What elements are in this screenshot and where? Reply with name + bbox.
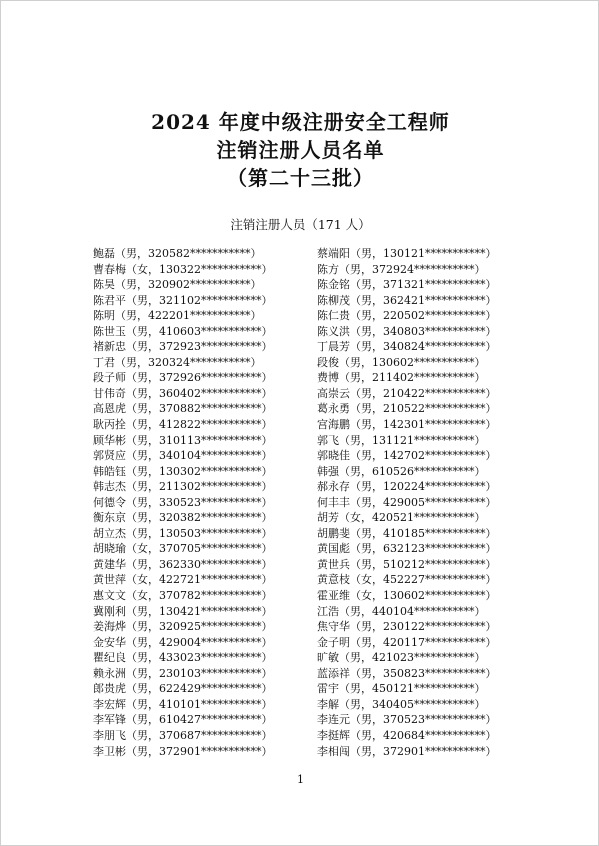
list-item: 陈昊（男，320902***********）: [93, 278, 262, 292]
section-subtitle: 注销注册人员（171 人）: [230, 217, 371, 232]
list-item: 陈君平（男，321102***********）: [93, 293, 273, 307]
list-item: 李朋飞（男，370687***********）: [93, 728, 273, 742]
document-title-line1: 2024 年度中级注册安全工程师: [151, 110, 450, 134]
list-item: 江浩（男，440104***********）: [317, 604, 486, 618]
list-item: 胡晓瑜（女，370705***********）: [93, 542, 273, 556]
list-item: 鲍磊（男，320582***********）: [93, 247, 262, 260]
list-item: 韩志杰（男，211302***********）: [93, 480, 273, 494]
document-title-line3: （第二十三批）: [227, 166, 374, 190]
list-item: 赖永洲（男，230103***********）: [93, 666, 273, 680]
list-item: 冀刚利（男，130421***********）: [93, 604, 273, 618]
list-item: 费博（男，211402***********）: [317, 371, 486, 385]
list-item: 李连元（男，370523***********）: [317, 713, 497, 727]
list-item: 李相闯（男，372901***********）: [317, 744, 497, 758]
name-list-right: [317, 246, 567, 759]
list-item: 韩皓钰（男，130302***********）: [93, 464, 273, 478]
list-item: 葛永勇（男，210522***********）: [317, 402, 497, 416]
list-item: 李军锋（男，610427***********）: [93, 713, 273, 727]
list-item: 黄世兵（男，510212***********）: [317, 557, 497, 571]
list-item: 曹春梅（女，130322***********）: [93, 262, 273, 276]
list-item: 雷宇（男，450121***********）: [317, 682, 486, 696]
list-item: 陈义洪（男，340803***********）: [317, 324, 497, 338]
list-item: 丁晨芳（男，340824***********）: [317, 340, 497, 354]
list-item: 陈柳茂（男，362421***********）: [317, 293, 497, 307]
list-item: 黄建华（男，362330***********）: [93, 557, 273, 571]
list-item: 李挺辉（男，420684***********）: [317, 728, 497, 742]
list-item: 甘伟奇（男，360402***********）: [93, 386, 273, 400]
list-item: 胡立杰（男，130503***********）: [93, 526, 273, 540]
list-item: 蓝添祥（男，350823***********）: [317, 666, 497, 680]
list-item: 高崇云（男，210422***********）: [317, 386, 497, 400]
list-item: 胡鹏斐（男，410185***********）: [317, 526, 497, 540]
list-item: 黄意枝（女，452227***********）: [317, 573, 497, 587]
list-item: 段子师（男，372926***********）: [93, 371, 273, 385]
list-item: 顾华彬（男，310113***********）: [93, 433, 273, 447]
list-item: 蔡端阳（男，130121***********）: [317, 247, 497, 260]
list-item: 旷敏（男，421023***********）: [317, 651, 486, 665]
list-item: 黄世萍（女，422721***********）: [93, 573, 273, 587]
list-item: 丁君（男，320324***********）: [93, 355, 262, 369]
list-item: 耿丙拴（男，412822***********）: [93, 418, 273, 432]
list-item: 焦守华（男，230122***********）: [317, 620, 497, 634]
list-item: 何德令（男，330523***********）: [93, 495, 273, 509]
list-item: 郭贤应（男，340104***********）: [93, 449, 273, 463]
list-item: 胡芳（女，420521***********）: [317, 511, 486, 525]
list-item: 李宏辉（男，410101***********）: [93, 697, 273, 711]
list-item: 高恩虎（男，370882***********）: [93, 402, 273, 416]
list-item: 郭飞（男，131121***********）: [317, 433, 486, 447]
list-item: 何丰丰（男，429005***********）: [317, 495, 497, 509]
list-item: 姜海烨（男，320925***********）: [93, 620, 273, 634]
list-item: 金子明（男，420117***********）: [317, 635, 497, 649]
list-item: 陈方（男，372924***********）: [317, 262, 486, 276]
list-item: 李卫彬（男，372901***********）: [93, 744, 273, 758]
list-item: 霍亚维（女，130602***********）: [317, 589, 497, 603]
list-item: 衡东京（男，320382***********）: [93, 511, 273, 525]
list-item: 惠文文（女，370782***********）: [93, 589, 273, 603]
list-item: 褚新忠（男，372923***********）: [93, 340, 273, 354]
list-item: 段俊（男，130602***********）: [317, 355, 486, 369]
page-number: 1: [297, 773, 304, 786]
list-item: 瞿纪良（男，433023***********）: [93, 651, 273, 665]
list-item: 陈金铭（男，371321***********）: [317, 278, 497, 292]
list-item: 郭晓佳（男，142702***********）: [317, 449, 497, 463]
name-list-left: [93, 246, 343, 759]
list-item: 宫海鹏（男，142301***********）: [317, 418, 497, 432]
list-item: 郎贵虎（男，622429***********）: [93, 682, 273, 696]
list-item: 陈仁贵（男，220502***********）: [317, 309, 497, 323]
list-item: 郝永存（男，120224***********）: [317, 480, 497, 494]
list-item: 陈明（男，422201***********）: [93, 309, 262, 323]
list-item: 金安华（男，429004***********）: [93, 635, 273, 649]
list-item: 陈世玉（男，410603***********）: [93, 324, 273, 338]
list-item: 韩强（男，610526***********）: [317, 464, 486, 478]
list-item: 黄国彪（男，632123***********）: [317, 542, 497, 556]
document-title-line2: 注销注册人员名单: [216, 138, 385, 162]
list-item: 李解（男，340405***********）: [317, 697, 486, 711]
